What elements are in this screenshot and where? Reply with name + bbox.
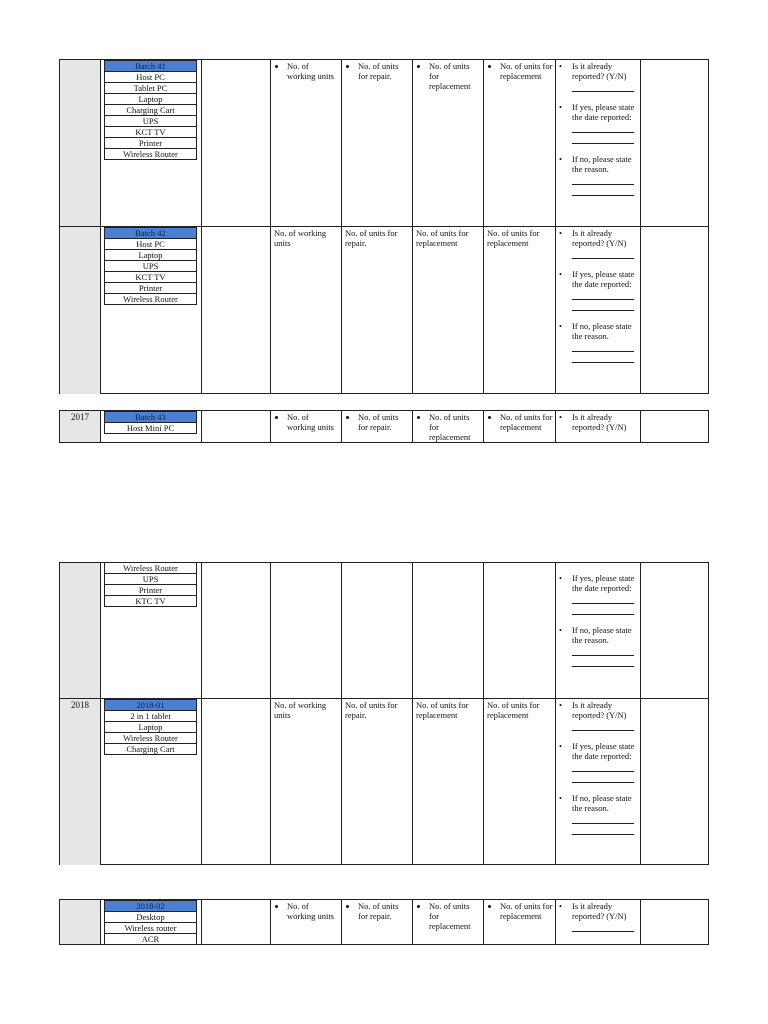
equipment-item: Printer	[104, 585, 197, 596]
batch-header: Batch 43	[104, 411, 197, 423]
year-cell	[60, 60, 100, 226]
blank-cell	[201, 411, 270, 442]
replacement-units-cell	[412, 563, 483, 698]
replacement-units-label: • No. of units for replacement	[500, 901, 553, 921]
report-status-cell	[555, 60, 640, 226]
year-cell: 2018	[60, 699, 100, 865]
batch-cell	[100, 900, 201, 944]
answer-line	[572, 174, 634, 185]
repair-units-label: No. of units for repair.	[345, 700, 398, 720]
answer-line	[572, 761, 634, 772]
replacement-units-cell	[412, 900, 483, 944]
replacement-units-cell	[412, 411, 483, 442]
equipment-item: Printer	[104, 138, 197, 149]
batch-cell	[100, 411, 201, 442]
table-row	[60, 900, 708, 944]
replacement-units-label: No. of units for replacement	[416, 700, 469, 720]
equipment-item: Laptop	[104, 94, 197, 105]
equipment-item: Tablet PC	[104, 83, 197, 94]
working-units-cell	[270, 699, 341, 865]
batch-header: 2018-01	[104, 699, 197, 711]
if-no-question: If no, please state the reason.	[572, 154, 632, 174]
repair-units-label: • No. of units for repair.	[358, 61, 410, 81]
working-units-label: • No. of working units	[287, 901, 339, 921]
replacement-units-label: • No. of units for replacement	[500, 61, 553, 81]
batch-cell	[100, 227, 201, 394]
blank-cell	[201, 227, 270, 394]
equipment-item: Laptop	[104, 250, 197, 261]
equipment-table-4	[59, 899, 709, 945]
reported-question: Is it already reported? (Y/N)	[572, 901, 627, 921]
equipment-item: KCT TV	[104, 127, 197, 138]
answer-line	[572, 300, 634, 311]
if-no-question: If no, please state the reason.	[572, 625, 632, 645]
repair-units-label: • No. of units for repair.	[358, 901, 410, 921]
answer-line	[572, 720, 634, 731]
if-yes-question: If yes, please state the date reported:	[572, 102, 635, 122]
answer-line	[572, 133, 634, 144]
replacement-units-label: No. of units for replacement	[487, 700, 540, 720]
repair-units-cell	[341, 227, 412, 394]
report-status-cell	[555, 699, 640, 865]
answer-line	[572, 645, 634, 656]
equipment-item: Wireless Router	[104, 563, 197, 574]
replacement-units-label: • No. of units for replacement	[500, 412, 553, 432]
working-units-cell	[270, 411, 341, 442]
replacement-units-cell	[483, 411, 555, 442]
batch-header: Batch 41	[104, 60, 197, 72]
answer-line	[572, 341, 634, 352]
equipment-item: UPS	[104, 261, 197, 272]
repair-units-cell	[341, 563, 412, 698]
answer-line	[572, 248, 634, 259]
replacement-units-label: • No. of units for replacement	[429, 901, 481, 931]
table-row	[60, 411, 708, 442]
equipment-item: Wireless Router	[104, 149, 197, 160]
replacement-units-label: • No. of units for replacement	[429, 412, 481, 442]
repair-units-cell	[341, 900, 412, 944]
blank-cell	[640, 60, 710, 226]
answer-line	[572, 813, 634, 824]
equipment-item: UPS	[104, 574, 197, 585]
equipment-table-1	[59, 59, 709, 394]
replacement-units-label: No. of units for replacement	[487, 228, 540, 248]
if-yes-question: If yes, please state the date reported:	[572, 269, 635, 289]
replacement-units-cell	[483, 227, 555, 394]
year-cell	[60, 563, 100, 698]
report-status-cell	[555, 227, 640, 394]
batch-list	[104, 900, 197, 944]
table-row	[60, 698, 708, 865]
reported-question: Is it already reported? (Y/N)	[572, 61, 627, 81]
if-no-question: If no, please state the reason.	[572, 793, 632, 813]
answer-line	[572, 656, 634, 667]
blank-cell	[201, 699, 270, 865]
table-row	[60, 226, 708, 394]
answer-line	[572, 122, 634, 133]
answer-line	[572, 352, 634, 363]
table-row	[60, 60, 708, 226]
replacement-units-label: • No. of units for replacement	[429, 61, 481, 91]
equipment-item: Wireless router	[104, 923, 197, 934]
report-status-cell	[555, 900, 640, 944]
repair-units-cell	[341, 411, 412, 442]
replacement-units-cell	[412, 60, 483, 226]
answer-line	[572, 593, 634, 604]
equipment-item: Wireless Router	[104, 733, 197, 744]
answer-line	[572, 921, 634, 932]
equipment-item: Host PC	[104, 239, 197, 250]
batch-list	[104, 227, 197, 305]
blank-cell	[640, 563, 710, 698]
working-units-label: • No. of working units	[287, 61, 339, 81]
equipment-item: Charging Cart	[104, 744, 197, 755]
batch-list	[104, 411, 197, 434]
report-status-cell	[555, 411, 640, 442]
replacement-units-cell	[483, 60, 555, 226]
equipment-item: KTC TV	[104, 596, 197, 607]
replacement-units-cell	[412, 699, 483, 865]
equipment-item: Laptop	[104, 722, 197, 733]
if-yes-question: If yes, please state the date reported:	[572, 573, 635, 593]
answer-line	[572, 432, 634, 442]
repair-units-label: • No. of units for repair.	[358, 412, 410, 432]
equipment-item: Host Mini PC	[104, 423, 197, 434]
equipment-table-3	[59, 562, 709, 865]
working-units-cell	[270, 900, 341, 944]
answer-line	[572, 81, 634, 92]
blank-cell	[201, 900, 270, 944]
repair-units-cell	[341, 699, 412, 865]
working-units-label: No. of working units	[274, 700, 327, 720]
working-units-cell	[270, 227, 341, 394]
replacement-units-cell	[483, 563, 555, 698]
blank-cell	[640, 699, 710, 865]
reported-question: Is it already reported? (Y/N)	[572, 228, 627, 248]
replacement-units-label: No. of units for replacement	[416, 228, 469, 248]
batch-header: Batch 42	[104, 227, 197, 239]
equipment-item: Wireless Router	[104, 294, 197, 305]
working-units-label: No. of working units	[274, 228, 327, 248]
year-cell: 2017	[60, 411, 100, 442]
repair-units-label: No. of units for repair.	[345, 228, 398, 248]
reported-question: Is it already reported? (Y/N)	[572, 412, 627, 432]
reported-question: Is it already reported? (Y/N)	[572, 700, 627, 720]
batch-list	[104, 60, 197, 160]
blank-cell	[640, 900, 708, 944]
batch-list	[104, 563, 197, 607]
replacement-units-cell	[483, 900, 555, 944]
equipment-item: KCT TV	[104, 272, 197, 283]
equipment-table-2	[59, 410, 709, 443]
equipment-item: Host PC	[104, 72, 197, 83]
equipment-item: Printer	[104, 283, 197, 294]
equipment-item: Desktop	[104, 912, 197, 923]
blank-cell	[640, 227, 710, 394]
blank-cell	[201, 563, 270, 698]
answer-line	[572, 289, 634, 300]
batch-cell	[100, 563, 201, 698]
equipment-item: ACR	[104, 934, 197, 944]
blank-cell	[201, 60, 270, 226]
answer-line	[572, 185, 634, 196]
if-no-question: If no, please state the reason.	[572, 321, 632, 341]
replacement-units-cell	[483, 699, 555, 865]
replacement-units-cell	[412, 227, 483, 394]
working-units-label: • No. of working units	[287, 412, 339, 432]
working-units-cell	[270, 563, 341, 698]
if-yes-question: If yes, please state the date reported:	[572, 741, 635, 761]
working-units-cell	[270, 60, 341, 226]
equipment-item: Charging Cart	[104, 105, 197, 116]
report-status-cell	[555, 563, 640, 698]
answer-line	[572, 772, 634, 783]
batch-list	[104, 699, 197, 755]
table-row	[60, 563, 708, 698]
repair-units-cell	[341, 60, 412, 226]
equipment-item: 2 in 1 tablet	[104, 711, 197, 722]
equipment-item: UPS	[104, 116, 197, 127]
answer-line	[572, 824, 634, 835]
year-cell	[60, 227, 100, 394]
answer-line	[572, 604, 634, 615]
batch-header: 2018-02	[104, 900, 197, 912]
blank-cell	[640, 411, 708, 442]
batch-cell	[100, 699, 201, 865]
year-cell	[60, 900, 100, 944]
batch-cell	[100, 60, 201, 226]
